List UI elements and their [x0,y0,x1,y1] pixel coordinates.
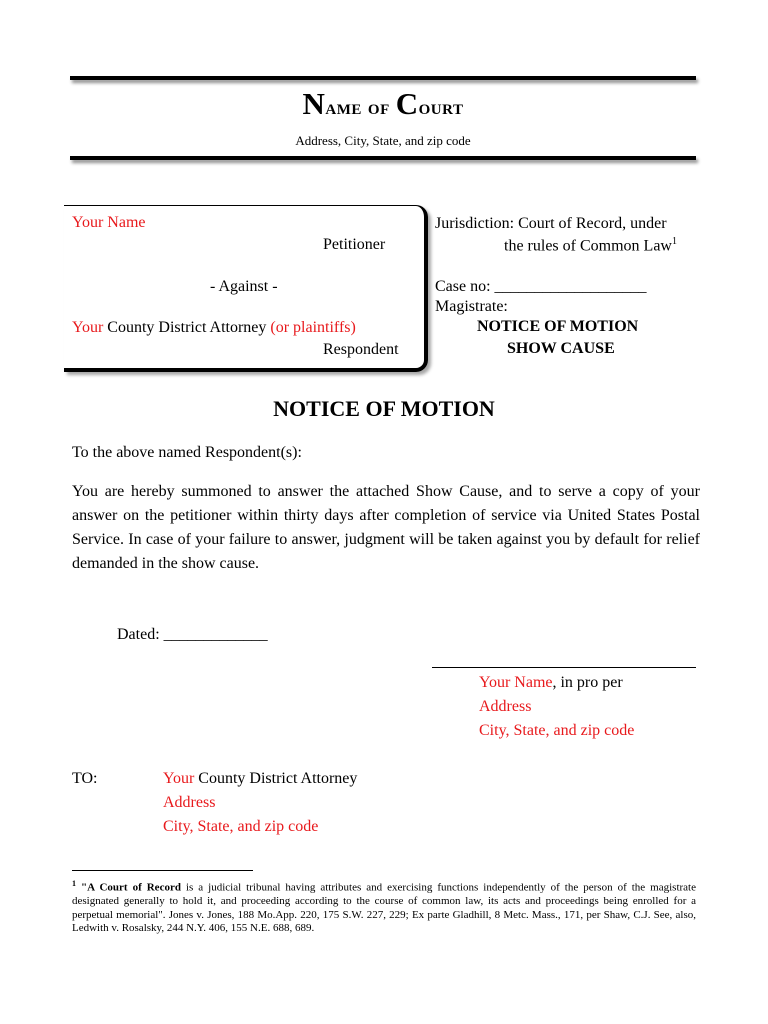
footnote-text: is a judicial tribunal having attributes and exercising functions independently of the person of the magistrate designated generally to hold it, and proceeding according to the course of common law, its acts and proceedings being enrolled for a perpetual memorial". Jones v. Jones, 188 Mo.App. 220, 175 S.W. 227, 229; Ex parte Gladhill, 8 Metc. Mass., 171, per Shaw, C.J. See, also, Ledwith v. Rosalsky, 244 N.Y. 406, 155 N.E. 688, 689. [72,881,696,935]
petitioner-name: Your Name [72,214,146,231]
jurisdiction-line-1: Jurisdiction: Court of Record, under [435,215,667,232]
footnote-mark: 1 [72,879,76,888]
court-address: Address, City, State, and zip code [295,133,471,148]
petitioner-label: Petitioner [323,236,386,253]
dated-field: Dated: _____________ [117,626,268,643]
magistrate-field: Magistrate: [435,298,508,315]
salutation: To the above named Respondent(s): [72,444,302,461]
case-number-field: Case no: ___________________ [435,278,647,295]
footnote-separator [72,870,253,871]
header-bottom-rule [70,156,696,160]
respondent-name: Your County District Attorney (or plaintiffs) [72,319,356,336]
to-city: City, State, and zip code [163,818,319,835]
notice-title-line-1: NOTICE OF MOTION [477,318,639,335]
to-address: Address [163,794,216,811]
to-recipient: Your County District Attorney [163,770,358,787]
footnote-bold-term: "A Court of Record [81,881,181,894]
signature-name: Your Name, in pro per [479,674,623,691]
to-label: TO: [72,770,98,787]
footnote-ref: 1 [671,236,677,247]
footnote [72,877,696,936]
signature-city: City, State, and zip code [479,722,635,739]
signature-line [432,667,696,668]
respondent-label: Respondent [323,341,399,358]
signature-address: Address [479,698,532,715]
notice-title-line-2: SHOW CAUSE [507,340,615,357]
header-top-rule [70,76,696,80]
summons-paragraph: You are hereby summoned to answer the attached Show Cause, and to serve a copy of your answer on the petitioner within thirty days after completion of service via United States Postal Service. In case of your failure to answer, judgment will be taken against you by default for relief demanded in the show cause. [72,483,700,572]
court-name-title: Name of Court [302,86,464,121]
against-label: - Against - [210,278,278,295]
jurisdiction-line-2: the rules of Common Law$^1$ [504,236,677,255]
document-heading: NOTICE OF MOTION [273,396,495,421]
